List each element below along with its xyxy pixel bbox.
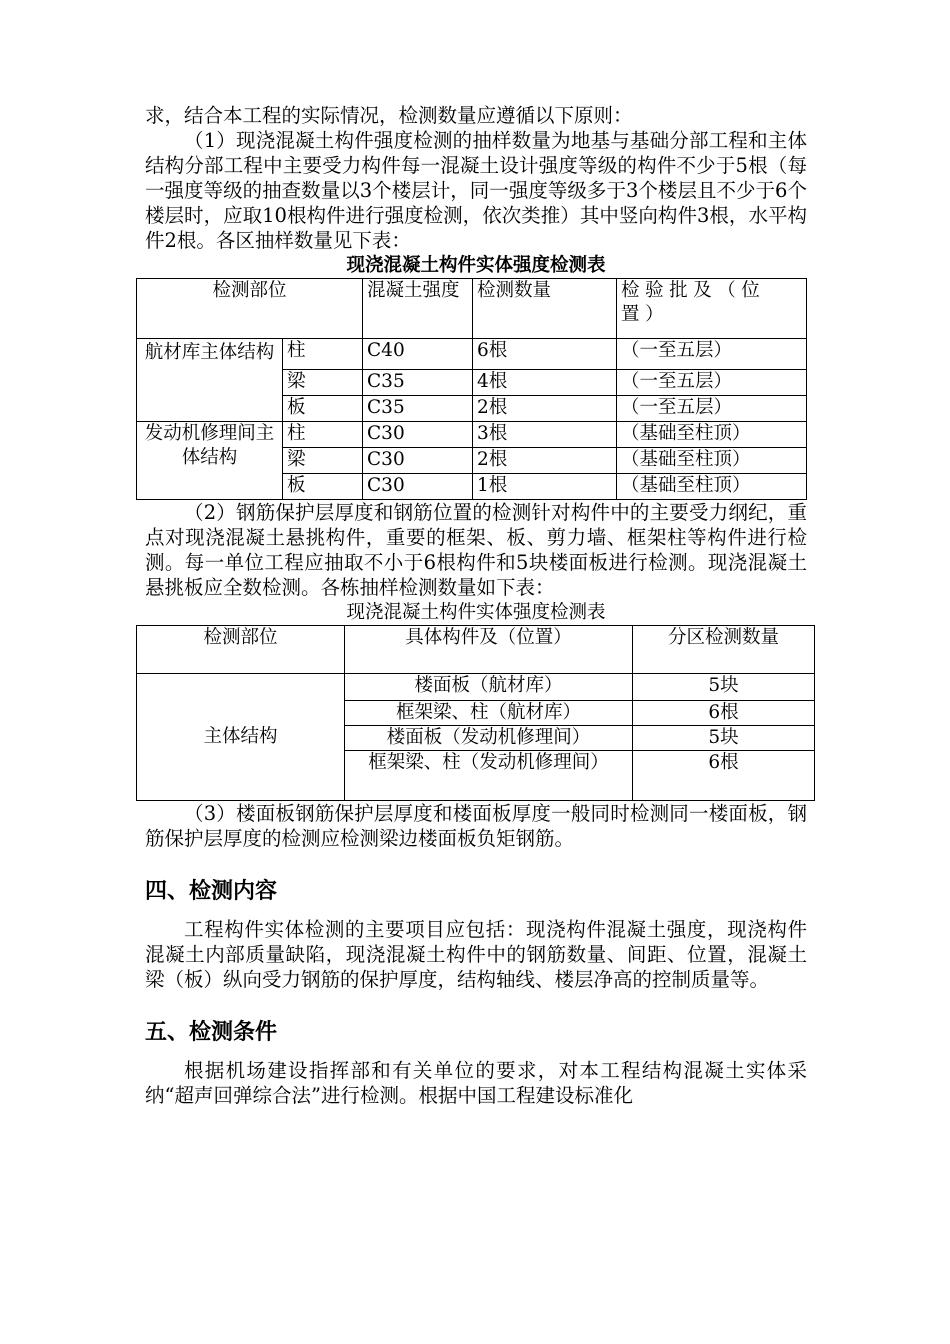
qty-cell: 2根 [473, 448, 617, 474]
member-cell: 柱 [283, 422, 363, 448]
grade-cell: C30 [363, 422, 473, 448]
position-cell: （一至五层） [617, 370, 807, 396]
qty-cell: 2根 [473, 396, 617, 422]
table-row [137, 674, 815, 701]
table2-caption: 现浇混凝土构件实体强度检测表 [346, 602, 606, 623]
position-cell: （基础至柱顶） [617, 474, 807, 500]
table2-header-item: 具体构件及（位置） [345, 626, 633, 674]
paragraph-slab-cover: （3）楼面板钢筋保护层厚度和楼面板厚度一般同时检测同一楼面板，钢筋保护层厚度的检测应检测梁边楼面板负矩钢筋。 [145, 802, 807, 850]
strength-table [136, 278, 807, 500]
qty-cell: 3根 [473, 422, 617, 448]
group-cell: 航材库主体结构 [137, 339, 283, 422]
qty-cell: 4根 [473, 370, 617, 396]
item-cell: 框架梁、柱（发动机修理间） [345, 751, 633, 801]
qty-cell: 6根 [473, 339, 617, 370]
position-cell: （基础至柱顶） [617, 422, 807, 448]
group-cell: 发动机修理间主体结构 [137, 422, 283, 500]
item-cell: 框架梁、柱（航材库） [345, 701, 633, 726]
member-cell: 柱 [283, 339, 363, 370]
table2-header-part: 检测部位 [137, 626, 345, 674]
grade-cell: C35 [363, 396, 473, 422]
section-heading-4: 四、检测内容 [145, 879, 278, 904]
table-row [137, 422, 807, 448]
document-page [145, 100, 807, 1108]
qty-cell: 6根 [633, 751, 815, 801]
qty-cell: 5块 [633, 726, 815, 751]
qty-cell: 5块 [633, 674, 815, 701]
item-cell: 楼面板（发动机修理间） [345, 726, 633, 751]
rebar-table [136, 625, 815, 801]
paragraph-rebar-cover: （2）钢筋保护层厚度和钢筋位置的检测针对构件中的主要受力纲纪，重点对现浇混凝土悬挑构件，重要的框架、板、剪力墙、框架柱等构件进行检测。每一单位工程应抽取不小于6根构件和5块楼面板进行检测。现浇混凝土悬挑板应全数检测。各栋抽样检测数量如下表： [145, 501, 807, 599]
table1-caption: 现浇混凝土构件实体强度检测表 [346, 255, 606, 276]
group-cell: 主体结构 [137, 674, 345, 801]
table-row [137, 339, 807, 370]
table1-header-position: 检验批及（位置） [617, 279, 807, 339]
member-cell: 梁 [283, 370, 363, 396]
paragraph-strength-sampling: （1）现浇混凝土构件强度检测的抽样数量为地基与基础分部工程和主体结构分部工程中主要受力构件每一混凝土设计强度等级的构件不少于5根（每一强度等级的抽查数量以3个楼层计，同一强度等级多于3个楼层且不少于6个楼层时，应取10根构件进行强度检测，依次类推）其中竖向构件3根，水平构件2根。各区抽样数量见下表： [145, 129, 807, 252]
grade-cell: C30 [363, 448, 473, 474]
member-cell: 板 [283, 474, 363, 500]
grade-cell: C30 [363, 474, 473, 500]
table2-header-qty: 分区检测数量 [633, 626, 815, 674]
qty-cell: 1根 [473, 474, 617, 500]
grade-cell: C40 [363, 339, 473, 370]
member-cell: 板 [283, 396, 363, 422]
table2-header-row [137, 626, 815, 674]
qty-cell: 6根 [633, 701, 815, 726]
member-cell: 梁 [283, 448, 363, 474]
table1-header-row [137, 279, 807, 339]
paragraph-content: 工程构件实体检测的主要项目应包括：现浇构件混凝土强度，现浇构件混凝土内部质量缺陷，现浇混凝土构件中的钢筋数量、间距、位置，混凝土梁（板）纵向受力钢筋的保护厚度，结构轴线、楼层净高的控制质量等。 [145, 918, 807, 991]
table1-header-grade: 混凝土强度 [363, 279, 473, 339]
position-cell: （一至五层） [617, 339, 807, 370]
paragraph-conditions: 根据机场建设指挥部和有关单位的要求，对本工程结构混凝土实体采纳“超声回弹综合法”进行检测。根据中国工程建设标准化 [145, 1059, 807, 1107]
item-cell: 楼面板（航材库） [345, 674, 633, 701]
position-cell: （一至五层） [617, 396, 807, 422]
section-heading-5: 五、检测条件 [145, 1020, 278, 1045]
table1-header-part: 检测部位 [137, 279, 363, 339]
grade-cell: C35 [363, 370, 473, 396]
table1-header-qty: 检测数量 [473, 279, 617, 339]
position-cell: （基础至柱顶） [617, 448, 807, 474]
paragraph-intro: 求，结合本工程的实际情况，检测数量应遵循以下原则： [145, 104, 633, 127]
